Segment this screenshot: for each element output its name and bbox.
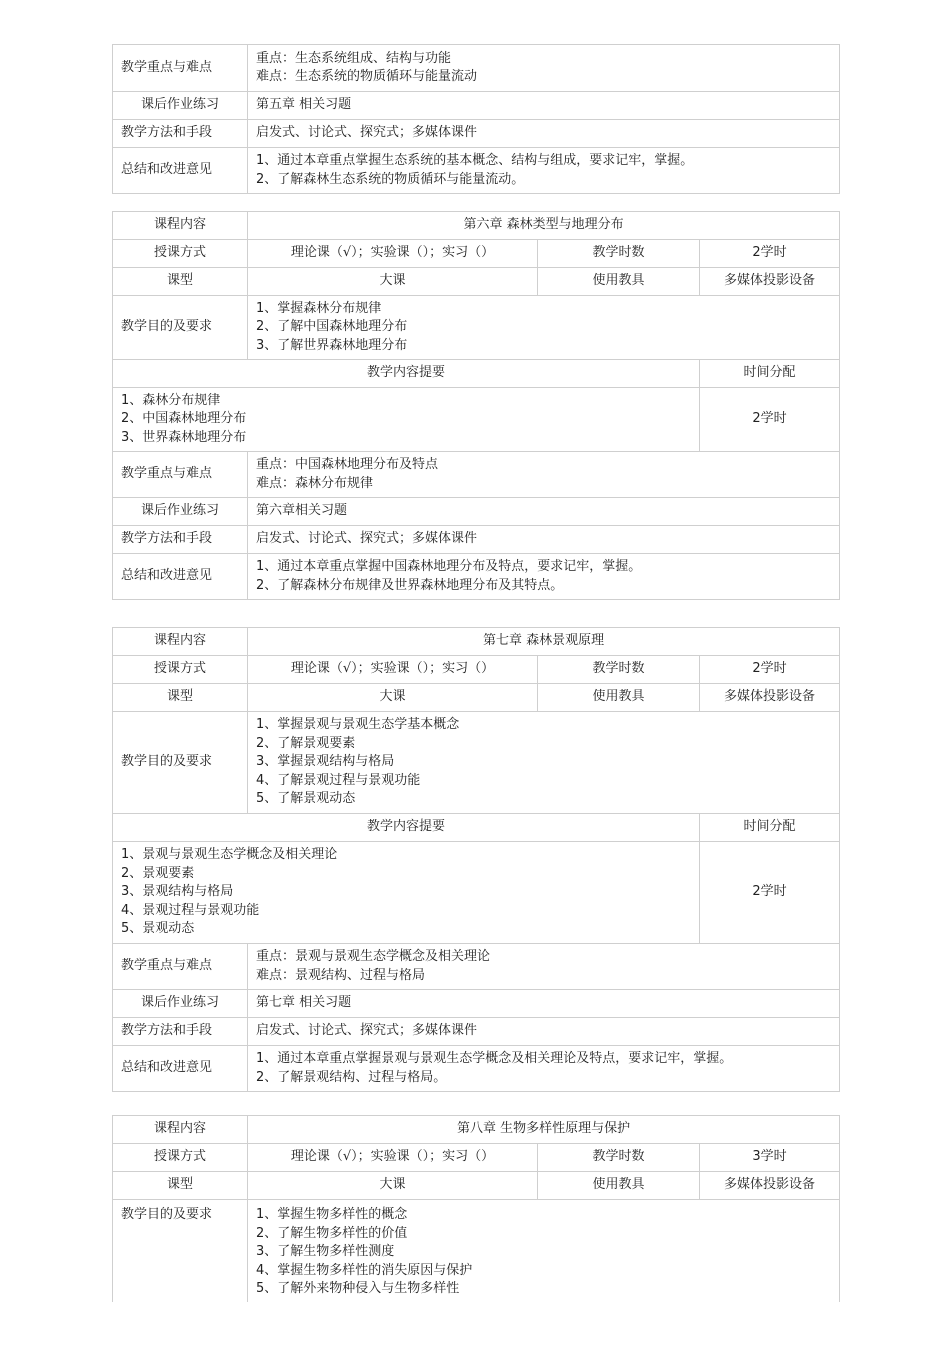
outline-time: 2学时 (700, 388, 840, 452)
homework-label: 课后作业练习 (113, 498, 248, 526)
course-title: 第八章 生物多样性原理与保护 (248, 1116, 840, 1144)
outline-label: 教学内容提要 (113, 814, 700, 842)
summary-value: 1、通过本章重点掌握中国森林地理分布及特点，要求记牢，掌握。 2、了解森林分布规律及世界森林地理分布及其特点。 (248, 554, 840, 600)
methods-label: 教学方法和手段 (113, 120, 248, 148)
hours-label: 教学时数 (538, 656, 700, 684)
mode-value: 理论课（√）；实验课（）；实习（） (248, 1144, 538, 1172)
mode-value: 理论课（√）；实验课（）；实习（） (248, 656, 538, 684)
time-label: 时间分配 (700, 360, 840, 388)
type-label: 课型 (113, 684, 248, 712)
key-points-label: 教学重点与难点 (113, 944, 248, 990)
key-points-label: 教学重点与难点 (113, 45, 248, 92)
type-label: 课型 (113, 268, 248, 296)
mode-value: 理论课（√）；实验课（）；实习（） (248, 240, 538, 268)
summary-label: 总结和改进意见 (113, 148, 248, 194)
mode-label: 授课方式 (113, 240, 248, 268)
methods-label: 教学方法和手段 (113, 526, 248, 554)
outline-time: 2学时 (700, 842, 840, 944)
goals-label: 教学目的及要求 (113, 1200, 248, 1302)
mode-label: 授课方式 (113, 656, 248, 684)
tools-value: 多媒体投影设备 (700, 684, 840, 712)
hours-value: 3学时 (700, 1144, 840, 1172)
mode-label: 授课方式 (113, 1144, 248, 1172)
goals-label: 教学目的及要求 (113, 296, 248, 360)
chapter6-table (112, 211, 840, 600)
type-label: 课型 (113, 1172, 248, 1200)
tools-value: 多媒体投影设备 (700, 268, 840, 296)
homework-value: 第七章 相关习题 (248, 990, 840, 1018)
outline-value: 1、森林分布规律 2、中国森林地理分布 3、世界森林地理分布 (113, 388, 700, 452)
methods-value: 启发式、讨论式、探究式；多媒体课件 (248, 120, 840, 148)
course-label: 课程内容 (113, 628, 248, 656)
chapter7-table (112, 627, 840, 1092)
key-points-value: 重点：景观与景观生态学概念及相关理论 难点：景观结构、过程与格局 (248, 944, 840, 990)
methods-label: 教学方法和手段 (113, 1018, 248, 1046)
type-value: 大课 (248, 268, 538, 296)
summary-value: 1、通过本章重点掌握生态系统的基本概念、结构与组成，要求记牢，掌握。 2、了解森林生态系统的物质循环与能量流动。 (248, 148, 840, 194)
course-label: 课程内容 (113, 1116, 248, 1144)
outline-value: 1、景观与景观生态学概念及相关理论 2、景观要素 3、景观结构与格局 4、景观过程与景观功能 5、景观动态 (113, 842, 700, 944)
time-label: 时间分配 (700, 814, 840, 842)
chapter8-table (112, 1115, 840, 1302)
key-points-value: 重点：中国森林地理分布及特点 难点：森林分布规律 (248, 452, 840, 498)
homework-value: 第六章相关习题 (248, 498, 840, 526)
summary-value: 1、通过本章重点掌握景观与景观生态学概念及相关理论及特点，要求记牢，掌握。 2、了解景观结构、过程与格局。 (248, 1046, 840, 1092)
type-value: 大课 (248, 684, 538, 712)
homework-label: 课后作业练习 (113, 990, 248, 1018)
goals-label: 教学目的及要求 (113, 712, 248, 814)
hours-value: 2学时 (700, 240, 840, 268)
chapter5-tail-table (112, 44, 840, 194)
summary-label: 总结和改进意见 (113, 1046, 248, 1092)
type-value: 大课 (248, 1172, 538, 1200)
tools-label: 使用教具 (538, 268, 700, 296)
goals-value: 1、掌握森林分布规律 2、了解中国森林地理分布 3、了解世界森林地理分布 (248, 296, 840, 360)
methods-value: 启发式、讨论式、探究式；多媒体课件 (248, 1018, 840, 1046)
goals-value: 1、掌握生物多样性的概念 2、了解生物多样性的价值 3、了解生物多样性测度 4、掌握生物多样性的消失原因与保护 5、了解外来物种侵入与生物多样性 (248, 1200, 840, 1302)
hours-value: 2学时 (700, 656, 840, 684)
homework-label: 课后作业练习 (113, 92, 248, 120)
tools-value: 多媒体投影设备 (700, 1172, 840, 1200)
key-points-label: 教学重点与难点 (113, 452, 248, 498)
homework-value: 第五章 相关习题 (248, 92, 840, 120)
goals-value: 1、掌握景观与景观生态学基本概念 2、了解景观要素 3、掌握景观结构与格局 4、了解景观过程与景观功能 5、了解景观动态 (248, 712, 840, 814)
hours-label: 教学时数 (538, 240, 700, 268)
course-title: 第六章 森林类型与地理分布 (248, 212, 840, 240)
course-title: 第七章 森林景观原理 (248, 628, 840, 656)
outline-label: 教学内容提要 (113, 360, 700, 388)
tools-label: 使用教具 (538, 684, 700, 712)
course-label: 课程内容 (113, 212, 248, 240)
methods-value: 启发式、讨论式、探究式；多媒体课件 (248, 526, 840, 554)
summary-label: 总结和改进意见 (113, 554, 248, 600)
hours-label: 教学时数 (538, 1144, 700, 1172)
key-points-value: 重点：生态系统组成、结构与功能 难点：生态系统的物质循环与能量流动 (248, 45, 840, 92)
tools-label: 使用教具 (538, 1172, 700, 1200)
